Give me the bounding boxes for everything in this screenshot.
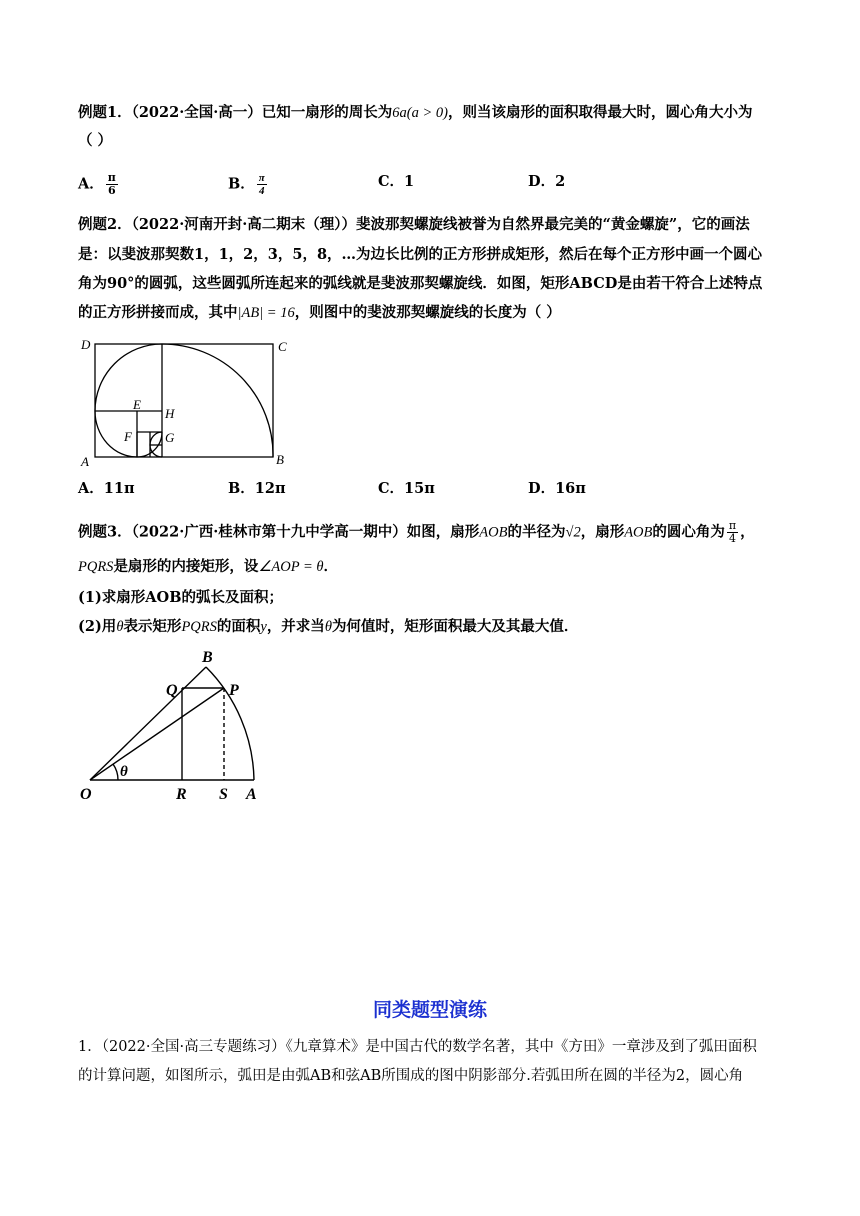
ex1-text-b: ，则当该扇形的面积取得最大时，圆心角大小为 xyxy=(448,104,753,121)
spiral-arc-6 xyxy=(150,445,162,457)
fibonacci-spiral-figure xyxy=(78,334,298,470)
fraction-num: π xyxy=(728,519,737,532)
fraction-den: 4 xyxy=(259,185,265,197)
label-a: A xyxy=(246,786,257,803)
option-letter: A． xyxy=(78,175,104,193)
label-p: P xyxy=(229,682,239,699)
fraction-num: π xyxy=(107,171,116,184)
ex3-line1-a: （2022·广西·桂林市第十九中学高一期中）如图，扇形 xyxy=(131,523,480,541)
option-letter: C． xyxy=(378,480,405,497)
label-g: G xyxy=(165,430,175,445)
label-b: B xyxy=(202,649,213,666)
q2-y: y xyxy=(260,619,267,635)
option-value: 1 xyxy=(404,173,415,190)
practice1-line2: 的计算问题，如图所示，弧田是由弧AB和弦AB所围成的图中阴影部分.若弧田所在圆的半径为2，圆心角 xyxy=(78,1068,744,1084)
q2-d: ，并求当 xyxy=(266,618,325,635)
option-value: 15π xyxy=(404,480,435,497)
label-h: H xyxy=(165,406,175,421)
angle-theta-arc xyxy=(113,764,118,780)
rect-abcd xyxy=(95,344,273,457)
ex3-line1-b: 的半径为 xyxy=(507,523,566,541)
option-value: 12π xyxy=(254,480,286,497)
option-letter: C． xyxy=(378,173,405,190)
ex3-line2-c: ． xyxy=(323,558,339,575)
label-theta: θ xyxy=(120,764,128,780)
ex2-line4-a: 的正方形拼接而成，其中 xyxy=(78,304,238,321)
sector-rectangle-figure xyxy=(78,645,278,805)
segment-op xyxy=(90,688,224,780)
label-d: D xyxy=(81,337,91,352)
option-letter: D． xyxy=(528,480,556,497)
option-letter: A． xyxy=(78,480,104,497)
option-letter: D． xyxy=(528,173,556,190)
fraction-den: 4 xyxy=(729,532,736,545)
ex3-question2 xyxy=(78,617,788,637)
q2-theta-2: θ xyxy=(324,619,332,635)
angle-fraction xyxy=(727,520,738,545)
practice1-line1: 1．（2022·全国·高三专题练习）《九章算术》是中国古代的数学名著，其中《方田》一章涉及到了弧田面积 xyxy=(78,1039,757,1055)
option-value: 16π xyxy=(555,480,586,497)
label-e: E xyxy=(133,397,141,412)
ex2-line2: 是：以斐波那契数1，1，2，3，5，8，…为边长比例的正方形拼成矩形，然后在每个正方形中画一个圆心 xyxy=(78,246,763,263)
ex3-line2-expr: ∠AOP = θ xyxy=(258,559,324,575)
ex2-line3: 角为90°的圆弧，这些圆弧所连起来的弧线就是斐波那契螺旋线．如图，矩形ABCD是由若干符合上述特点 xyxy=(78,275,763,292)
ex3-line1-c: ，扇形 xyxy=(580,523,625,541)
label-r: R xyxy=(176,786,187,803)
ex2-option-c xyxy=(378,479,435,499)
ex1-option-a xyxy=(78,172,120,197)
q2-c: 的面积 xyxy=(216,618,261,635)
ex2-line4-expr: |AB| = 16 xyxy=(237,305,295,321)
ex1-option-d xyxy=(528,172,565,192)
ex1-expr: 6a(a > 0) xyxy=(392,105,448,121)
ex2-option-d xyxy=(528,479,586,499)
ex3-line1 xyxy=(78,520,788,545)
label-s: S xyxy=(219,786,228,803)
ex3-aob-2: AOB xyxy=(624,524,653,541)
fraction xyxy=(106,172,118,197)
option-letter: B． xyxy=(228,175,255,193)
ex2-option-b xyxy=(228,479,286,499)
ex2-line1-text: （2022·河南开封·高二期末（理））斐波那契螺旋线被誉为自然界最完美的“黄金螺旋”，它的画法 xyxy=(131,216,750,233)
label-c: C xyxy=(278,339,287,354)
ex1-label: 例题1． xyxy=(78,104,132,121)
spiral-arc-1 xyxy=(162,344,273,457)
option-value: 2 xyxy=(555,173,566,190)
ex3-line2-b: 是扇形的内接矩形，设 xyxy=(113,558,259,575)
ex1-line1 xyxy=(78,103,788,123)
label-o: O xyxy=(80,786,92,803)
fraction-den: 6 xyxy=(107,184,116,197)
ex2-line4 xyxy=(78,303,788,323)
ex1-option-b xyxy=(228,172,269,197)
option-letter: B． xyxy=(228,480,255,497)
q2-b: 表示矩形 xyxy=(123,618,182,635)
ex1-option-c xyxy=(378,172,414,192)
ex1-source: （2022·全国·高一） xyxy=(131,104,262,121)
fraction-num: π xyxy=(258,172,265,184)
q2-e: 为何值时，矩形面积最大及其最大值． xyxy=(331,618,579,635)
section-heading: 同类题型演练 xyxy=(372,999,487,1021)
q2-a: (2)用 xyxy=(78,618,117,635)
label-f: F xyxy=(124,429,132,444)
ex3-pqrs: PQRS xyxy=(78,559,114,575)
ex3-line1-e: ， xyxy=(740,523,755,541)
segment-ob xyxy=(90,667,206,780)
label-a: A xyxy=(81,454,89,469)
ex3-line1-d: 的圆心角为 xyxy=(652,523,725,541)
ex3-sqrt2: √2 xyxy=(565,524,581,541)
fraction xyxy=(257,172,267,197)
label-q: Q xyxy=(166,682,178,699)
ex2-label: 例题2． xyxy=(78,216,132,233)
ex3-aob: AOB xyxy=(479,524,508,541)
q2-theta: θ xyxy=(116,619,124,635)
spiral-arc-2 xyxy=(95,344,162,411)
option-value: 11π xyxy=(103,480,135,497)
q2-pqrs: PQRS xyxy=(181,619,217,635)
ex3-line2 xyxy=(78,557,788,577)
ex1-paren: （ ） xyxy=(78,132,113,149)
ex1-text-a: 已知一扇形的周长为 xyxy=(261,104,393,121)
ex2-line1 xyxy=(78,215,788,235)
ex3-question1: (1)求扇形AOB的弧长及面积； xyxy=(78,589,283,606)
label-b: B xyxy=(276,452,284,467)
ex2-option-a xyxy=(78,479,135,499)
ex3-label: 例题3． xyxy=(78,523,132,541)
ex2-line4-b: ，则图中的斐波那契螺旋线的长度为（ ） xyxy=(294,304,561,321)
